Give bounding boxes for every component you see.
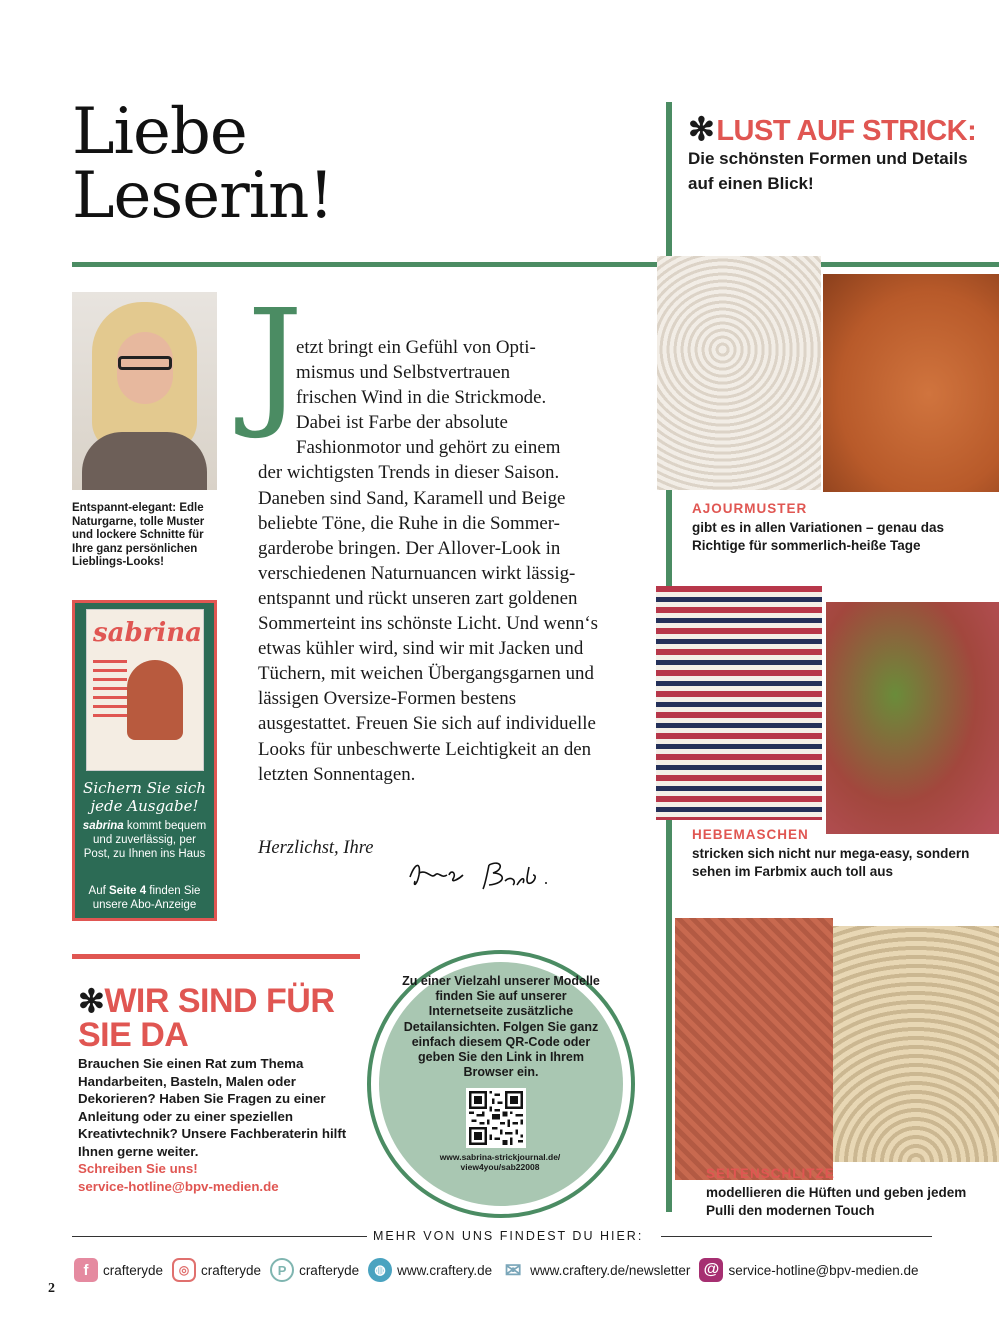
letter-body: etzt bringt ein Gefühl von Opti- mismus und Selbstvertrauen frischen Wind in die Strickmode. Dabei ist Farbe der absolute Fashionmotor und gehört zu einem der wichtigsten Trends in dieser Saison. Daneben sind Sand, Karamell und Beige beliebte Töne, die Ruhe in die Sommer-garderobe bringen. Der Allover-Look in verschiedenen Naturnuancen wirkt lässig-entspannt und rückt unseren zart goldenen Sommerteint ins schönste Licht. Und wenn‘s etwas kühler wird, sind wir mit Jacken und Tüchern, mit weichen Übergangsgarnen und lässigen Oversize-Formen bestens ausgestattet. Freuen Sie sich auf individuelle Looks für unbeschwerte Leichtigkeit an den letzten Sonnentagen. — [258, 337, 598, 785]
subscription-box[interactable] — [72, 600, 217, 921]
asterisk-icon: ✻ — [78, 983, 105, 1019]
photo-hebemaschen-colormix — [826, 602, 999, 834]
instagram-link[interactable]: ◎ crafteryde — [172, 1258, 261, 1282]
title-line-2: Leserin! — [72, 159, 334, 233]
horizontal-divider — [72, 262, 999, 267]
contact-text: Brauchen Sie einen Rat zum Thema Handarbeiten, Basteln, Malen oder Dekorieren? Haben Sie Fragen zu einer Anleitung oder zu einer speziellen Kreativtechnik? Unsere Fachberaterin hilft Ihnen gerne weiter. Schreiben Sie uns! service-hotline@bpv-medien.de — [78, 1056, 347, 1194]
photo-slit-orange — [675, 918, 833, 1180]
email-link[interactable]: @ service-hotline@bpv-medien.de — [699, 1258, 918, 1282]
section-text: gibt es in allen Variationen – genau das Richtige für sommerlich-heiße Tage — [692, 520, 945, 553]
newsletter-link[interactable]: ✉ www.craftery.de/newsletter — [501, 1258, 690, 1282]
mail-icon: ✉ — [501, 1258, 525, 1282]
section-text: modellieren die Hüften und geben jedem Pulli den modernen Touch — [706, 1185, 967, 1218]
title-line-1: Liebe — [72, 95, 247, 169]
globe-icon: ◍ — [368, 1258, 392, 1282]
website-link[interactable]: ◍ www.craftery.de — [368, 1258, 492, 1282]
qr-info-text: Zu einer Vielzahl unserer Modelle finden Sie auf unserer Internetseite zusätzliche Detailansichten. Folgen Sie ganz einfach diesem QR-Code oder geben Sie den Link in Ihrem Browser ein. — [402, 974, 600, 1080]
page-title — [72, 95, 334, 233]
section-heading: SEITENSCHLITZE — [706, 1166, 835, 1181]
footer-rule-right — [661, 1236, 932, 1237]
pinterest-icon: P — [270, 1258, 294, 1282]
lust-subtitle: Die schönsten Formen und Details auf einen Blick! — [688, 149, 968, 193]
editor-portrait — [72, 292, 217, 490]
subscription-text: sabrina kommt bequem und zuverlässig, per Post, zu Ihnen ins Haus — [82, 820, 207, 860]
photo-slit-beige — [833, 926, 999, 1162]
social-links — [74, 1257, 919, 1283]
magazine-logo: sabrina — [93, 618, 202, 648]
section-text: stricken sich nicht nur mega-easy, sondern sehen im Farbmix auch toll aus — [692, 846, 970, 879]
instagram-icon: ◎ — [172, 1258, 196, 1282]
page-number: 2 — [48, 1281, 55, 1296]
asterisk-icon: ✻ — [688, 111, 715, 147]
footer-heading: MEHR VON UNS FINDEST DU HIER: — [373, 1229, 644, 1243]
subscription-hint: Auf Seite 4 finden Sie unsere Abo-Anzeige — [88, 885, 201, 911]
magazine-cover — [86, 609, 204, 771]
facebook-link[interactable]: f crafteryde — [74, 1258, 163, 1282]
contact-email-link[interactable]: service-hotline@bpv-medien.de — [78, 1178, 279, 1194]
photo-ajour-orange — [823, 274, 999, 492]
lust-heading: ✻LUST AUF STRICK: — [688, 111, 977, 147]
contact-heading: ✻WIR SIND FÜR SIE DA — [78, 982, 335, 1054]
red-divider — [72, 954, 360, 959]
section-heading: HEBEMASCHEN — [692, 827, 809, 842]
qr-url[interactable]: www.sabrina-strickjournal.de/ view4you/sab22008 — [439, 1152, 561, 1172]
signature — [405, 845, 565, 895]
photo-ajour-white — [657, 256, 821, 490]
portrait-caption: Entspannt-elegant: Edle Naturgarne, tolle Muster und lockere Schnitte für Ihre ganz persönlichen Lieblings-Looks! — [72, 502, 205, 568]
drop-cap: J — [247, 280, 304, 443]
section-heading: AJOURMUSTER — [692, 501, 808, 516]
subscription-slogan: Sichern Sie sich jede Ausgabe! — [83, 779, 206, 815]
at-icon: @ — [699, 1258, 723, 1282]
photo-hebemaschen-stripes — [656, 586, 822, 820]
letter-greeting: Herzlichst, Ihre — [258, 838, 374, 858]
pinterest-link[interactable]: P crafteryde — [270, 1258, 359, 1282]
footer-rule-left — [72, 1236, 367, 1237]
facebook-icon: f — [74, 1258, 98, 1282]
contact-cta: Schreiben Sie uns! — [78, 1161, 198, 1176]
qr-code[interactable] — [466, 1088, 526, 1148]
